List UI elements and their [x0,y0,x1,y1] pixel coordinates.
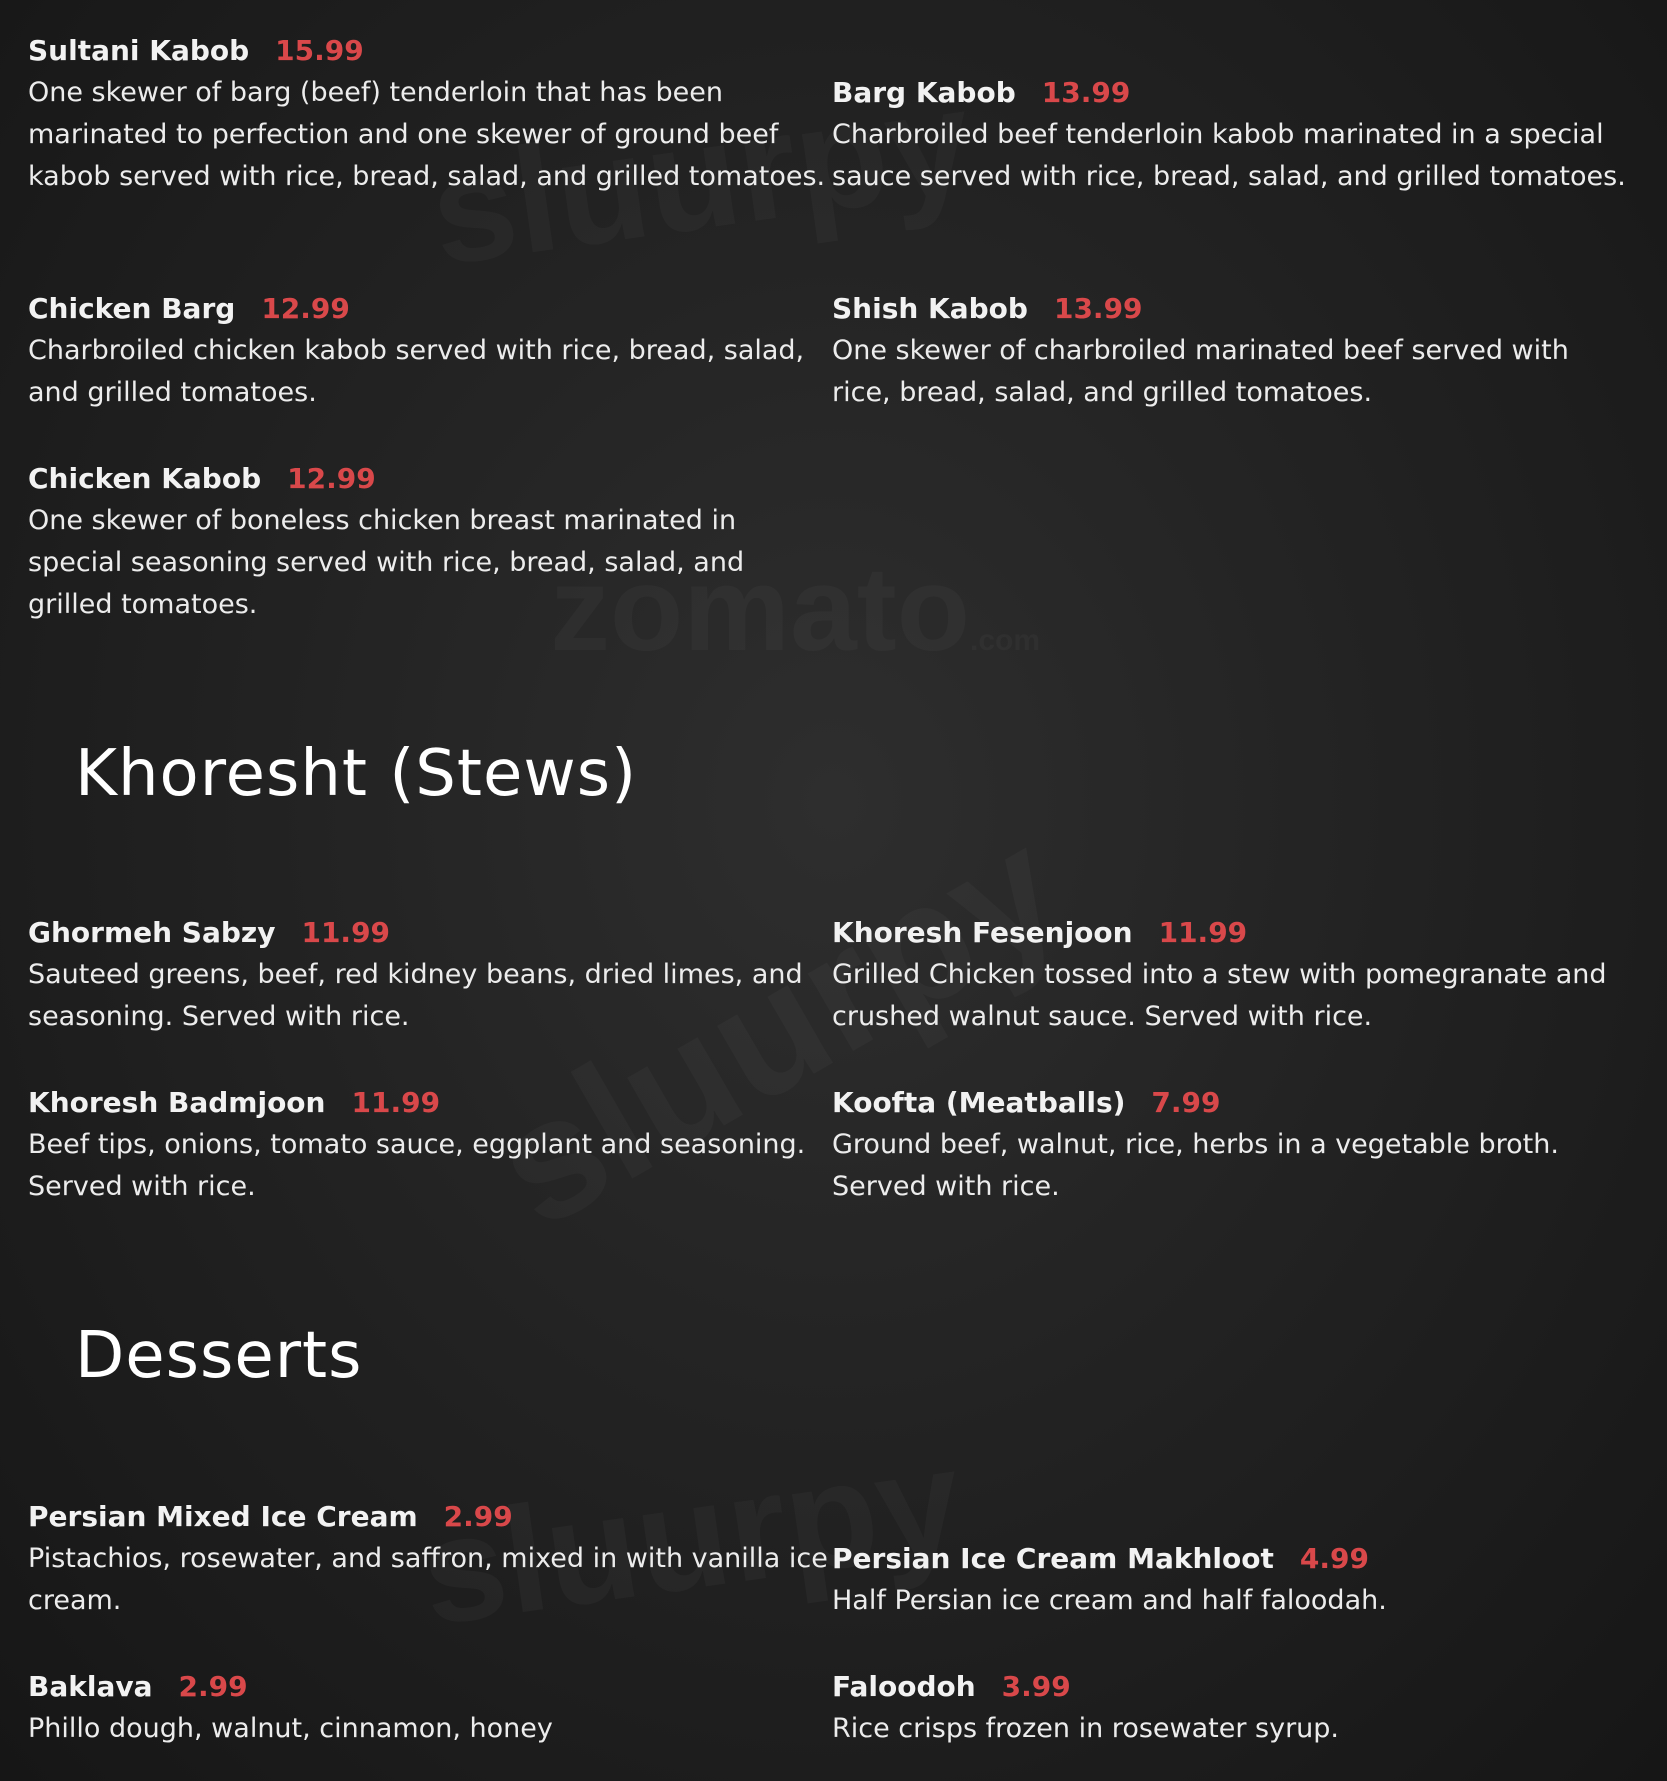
menu-item-persian-mixed-ice-cream [28,1496,828,1622]
item-name: Sultani Kabob [28,34,250,67]
item-name: Chicken Kabob [28,462,262,495]
item-description: Ground beef, walnut, rice, herbs in a vegetable broth. Served with rice. [832,1129,1559,1202]
item-name: Baklava [28,1670,153,1703]
item-price: 15.99 [275,34,364,67]
item-price: 7.99 [1151,1086,1221,1119]
item-price: 11.99 [301,916,391,949]
item-price: 3.99 [1001,1670,1071,1703]
item-description: Rice crisps frozen in rosewater syrup. [832,1713,1340,1744]
item-price: 12.99 [287,462,376,495]
menu-item-ghormeh-sabzy [28,912,828,1038]
menu-item-chicken-kabob [28,458,828,626]
menu-item-baklava [28,1666,828,1750]
menu-item-faloodoh [832,1666,1632,1750]
item-name: Khoresh Badmjoon [28,1086,326,1119]
menu-item-khoresh-badmjoon [28,1082,828,1208]
item-name: Shish Kabob [832,292,1028,325]
item-price: 4.99 [1299,1542,1369,1575]
item-description: Pistachios, rosewater, and saffron, mixed in with vanilla ice cream. [28,1543,828,1616]
menu-item-barg-kabob [832,72,1632,198]
item-description: Beef tips, onions, tomato sauce, eggplant and seasoning. Served with rice. [28,1129,806,1202]
item-description: One skewer of boneless chicken breast marinated in special seasoning served with rice, bread, salad, and grilled tomatoes. [28,505,745,620]
item-name: Persian Ice Cream Makhloot [832,1542,1274,1575]
item-description: Phillo dough, walnut, cinnamon, honey [28,1713,553,1744]
item-name: Faloodoh [832,1670,976,1703]
item-description: Charbroiled beef tenderloin kabob marinated in a special sauce served with rice, bread, salad, and grilled tomatoes. [832,119,1626,192]
menu-item-sultani-kabob [28,30,828,198]
item-description: Half Persian ice cream and half faloodah. [832,1585,1387,1616]
item-description: Grilled Chicken tossed into a stew with pomegranate and crushed walnut sauce. Served with rice. [832,959,1607,1032]
item-name: Barg Kabob [832,76,1016,109]
section-title-stews: Khoresht (Stews) [75,737,638,811]
menu-item-shish-kabob [832,288,1632,414]
item-price: 11.99 [351,1086,441,1119]
menu-item-chicken-barg [28,288,828,414]
item-name: Persian Mixed Ice Cream [28,1500,418,1533]
item-description: One skewer of barg (beef) tenderloin that has been marinated to perfection and one skewer of ground beef kabob served with rice, bread, salad, and grilled tomatoes. [28,77,826,192]
menu-item-persian-ice-cream-makhloot [832,1538,1632,1622]
section-title-desserts: Desserts [75,1319,363,1393]
item-name: Chicken Barg [28,292,236,325]
item-price: 2.99 [443,1500,513,1533]
item-name: Khoresh Fesenjoon [832,916,1133,949]
item-description: One skewer of charbroiled marinated beef served with rice, bread, salad, and grilled tomatoes. [832,335,1569,408]
item-description: Charbroiled chicken kabob served with rice, bread, salad, and grilled tomatoes. [28,335,805,408]
item-name: Koofta (Meatballs) [832,1086,1126,1119]
item-price: 2.99 [178,1670,248,1703]
item-price: 12.99 [261,292,350,325]
item-description: Sauteed greens, beef, red kidney beans, dried limes, and seasoning. Served with rice. [28,959,803,1032]
menu-item-koofta [832,1082,1632,1208]
menu-item-khoresh-fesenjoon [832,912,1632,1038]
item-price: 13.99 [1053,292,1143,325]
item-price: 13.99 [1041,76,1131,109]
zomato-watermark-suffix [970,624,1040,657]
item-price: 11.99 [1158,916,1248,949]
item-name: Ghormeh Sabzy [28,916,276,949]
